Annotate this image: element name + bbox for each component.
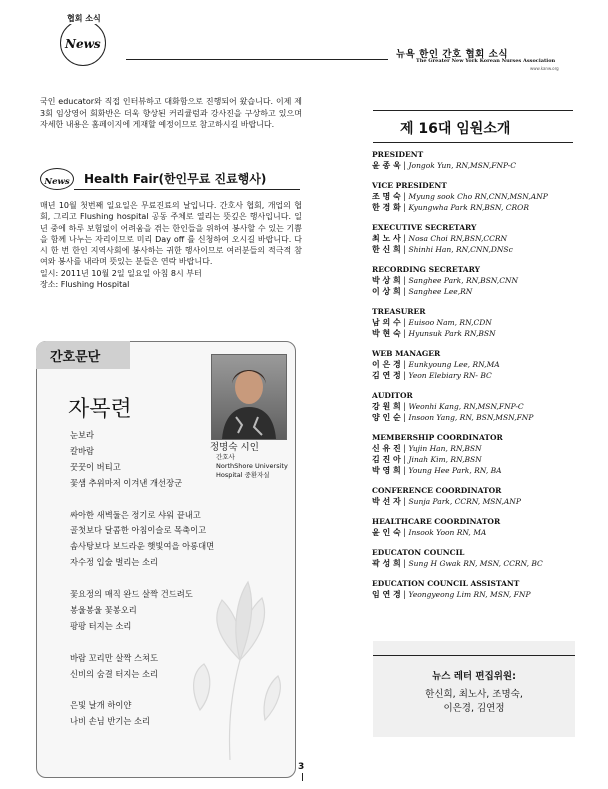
officer-name: 박 선 자: [372, 497, 401, 506]
editors-title: 뉴스 레터 편집위원:: [432, 671, 516, 682]
officer-credentials: Insook Yoon RN, MA: [408, 528, 487, 537]
officer-separator: |: [400, 371, 409, 380]
poem-line: 꽃요정의 매직 완드 살짝 건드려도: [70, 589, 193, 600]
poem-stanza-break: [70, 635, 250, 651]
officer-role: WEB MANAGER: [372, 349, 441, 358]
officer-row: [372, 202, 592, 213]
officer-name: 박 현 숙: [372, 329, 401, 338]
poem-line: 싸아한 새벽둘은 정기로 샤워 끝내고: [70, 509, 201, 520]
poem-line: 칼바람: [70, 445, 95, 456]
officer-credentials: Weonhi Kang, RN,MSN,FNP-C: [408, 402, 524, 411]
officer-row: [372, 443, 592, 454]
health-fair-place: 장소: Flushing Hospital: [40, 280, 130, 290]
officer-group: [372, 486, 592, 507]
poem-line: 꿋꿋이 버티고: [70, 461, 121, 472]
officer-credentials: Nosa Choi RN,BSN,CCRN: [408, 234, 508, 243]
poem-line: 은빛 날개 하이얀: [70, 700, 132, 711]
poem-title: 자목련: [68, 397, 132, 422]
officer-separator: |: [400, 287, 409, 296]
officer-separator: |: [400, 234, 409, 243]
officer-row: [372, 233, 592, 244]
officer-row: [372, 412, 592, 423]
newsletter-url: www.kanw.org: [530, 66, 559, 71]
officer-row: [372, 244, 592, 255]
editors-names: [396, 688, 552, 716]
poet-org-line1: NorthShore University: [216, 462, 288, 470]
officer-credentials: Hyunsuk Park RN,BSN: [408, 329, 496, 338]
officer-group: [372, 265, 592, 297]
health-fair-title: Health Fair(한인무료 진료행사): [84, 172, 267, 186]
officer-group: [372, 349, 592, 381]
officer-separator: |: [400, 444, 409, 453]
poem-body: [70, 428, 250, 730]
officer-role: PRESIDENT: [372, 150, 424, 159]
officer-role: AUDITOR: [372, 391, 413, 400]
editors-rule: [373, 655, 575, 656]
health-fair-date: 일시: 2011년 10월 2일 일요일 아침 8시 부터: [40, 268, 202, 278]
officer-name: 임 연 경: [372, 590, 401, 599]
officer-row: [372, 328, 592, 339]
officer-role: TREASURER: [372, 307, 426, 316]
officer-credentials: Jinah Kim, RN,BSN: [408, 455, 482, 464]
officers-list: [372, 150, 592, 610]
poem-line: 눈보라: [70, 430, 95, 440]
poem-section-label: 간호문단: [50, 350, 101, 365]
officer-separator: |: [400, 245, 409, 254]
poet-photo-image: [212, 355, 286, 439]
officer-separator: |: [400, 203, 409, 212]
officer-group: [372, 517, 592, 538]
officer-name: 이 상 희: [372, 287, 401, 296]
officer-group: [372, 433, 592, 476]
officer-role: EDUCATION COUNCIL ASSISTANT: [372, 579, 520, 588]
officer-row: [372, 496, 592, 507]
newsletter-title: 뉴욕 한인 간호 협회 소식: [396, 49, 508, 60]
officer-separator: |: [400, 161, 409, 170]
officer-name: 강 원 희: [372, 402, 401, 411]
officer-name: 신 유 진: [372, 444, 401, 453]
officer-credentials: Euisoo Nam, RN,CDN: [408, 318, 492, 327]
officer-separator: |: [400, 559, 409, 568]
officer-separator: |: [400, 360, 409, 369]
officers-title: 제 16대 임원소개: [400, 121, 511, 137]
officers-top-rule: [373, 110, 573, 111]
officer-credentials: Myung sook Cho RN,CNN,MSN,ANP: [408, 192, 548, 201]
intro-paragraph: 국인 educator와 직접 인터뷰하고 대화함으로 진행되어 왔습니다. 이제 제3회 임상영어 회화반은 더욱 향상된 커리큘럼과 강사진을 구상하고 있으며 자세한 내용은 홈페이지에 게재할 예정이므로 참고하시길 바랍니다.: [40, 97, 302, 129]
officer-credentials: Sunja Park, CCRN, MSN,ANP: [408, 497, 521, 506]
officer-name: 남 의 수: [372, 318, 401, 327]
editors-line2: 이은경, 김연정: [443, 703, 505, 714]
officer-name: 최 노 사: [372, 234, 401, 243]
officer-row: [372, 465, 592, 476]
poet-org-line2: Hospital 중환자실: [216, 471, 270, 479]
officer-separator: |: [400, 276, 409, 285]
officer-name: 조 명 숙: [372, 192, 401, 201]
poem-stanza-break: [70, 571, 250, 587]
poet-name: 정명숙 시인: [210, 442, 259, 453]
poem-stanza-break: [70, 682, 250, 698]
officer-credentials: Kyungwha Park RN,BSN, CROR: [408, 203, 529, 212]
officer-row: [372, 359, 592, 370]
officer-group: [372, 391, 592, 423]
officer-credentials: Sung H Gwak RN, MSN, CCRN, BC: [408, 559, 543, 568]
poem-line: 꽃샘 추위마저 이겨낸 개선장군: [70, 477, 183, 488]
officer-credentials: Eunkyoung Lee, RN,MA: [408, 360, 500, 369]
officer-row: [372, 370, 592, 381]
officer-group: [372, 150, 592, 171]
officer-separator: |: [400, 318, 409, 327]
officer-separator: |: [400, 590, 409, 599]
officer-name: 이 은 경: [372, 360, 401, 369]
officer-credentials: Shinhi Han, RN,CNN,DNSc: [408, 245, 513, 254]
officer-row: [372, 454, 592, 465]
officer-group: [372, 223, 592, 255]
officer-role: EDUCATON COUNCIL: [372, 548, 465, 557]
officer-name: 한 경 화: [372, 203, 401, 212]
officers-bottom-rule: [373, 142, 573, 143]
officer-credentials: Sanghee Park, RN,BSN,CNN: [408, 276, 519, 285]
poem-line: 바람 꼬리만 살짝 스쳐도: [70, 652, 159, 663]
officer-row: [372, 286, 592, 297]
officer-role: VICE PRESIDENT: [372, 181, 447, 190]
logo-badge-label: 협회 소식: [64, 13, 104, 24]
page-number: 3: [298, 762, 305, 772]
officer-separator: |: [400, 497, 409, 506]
officer-name: 김 진 아: [372, 455, 401, 464]
newsletter-subtitle: The Greater New York Korean Nurses Association: [416, 58, 556, 64]
poem-line: 신비의 숨결 터지는 소리: [70, 668, 159, 679]
officer-role: HEALTHCARE COORDINATOR: [372, 517, 501, 526]
officer-role: MEMBERSHIP COORDINATOR: [372, 433, 503, 442]
officer-row: [372, 191, 592, 202]
officer-name: 박 상 희: [372, 276, 401, 285]
officer-name: 박 영 희: [372, 466, 401, 475]
officer-credentials: Yeongyeong Lim RN, MSN, FNP: [408, 590, 531, 599]
health-fair-rule: [74, 189, 300, 190]
officer-group: [372, 548, 592, 569]
officer-role: CONFERENCE COORDINATOR: [372, 486, 502, 495]
officer-group: [372, 579, 592, 600]
officer-row: [372, 558, 592, 569]
officer-credentials: Yeon Elebiary RN- BC: [408, 371, 492, 380]
poet-role: 간호사: [216, 453, 235, 461]
officer-name: 윤 인 숙: [372, 528, 401, 537]
officer-group: [372, 307, 592, 339]
poem-stanza-break: [70, 492, 250, 508]
poem-line: 봉울봉울 꽃봉오리: [70, 604, 137, 615]
officer-row: [372, 275, 592, 286]
officer-separator: |: [400, 329, 409, 338]
poem-line: 골첫보다 달콤한 아침이슬로 목축이고: [70, 525, 207, 536]
officer-credentials: Insoon Yang, RN, BSN,MSN,FNP: [408, 413, 534, 422]
page-number-tick: [302, 773, 303, 781]
editors-line1: 한신희, 최노사, 조명숙,: [425, 689, 523, 700]
officer-name: 윤 종 욱: [372, 161, 401, 170]
officer-row: [372, 401, 592, 412]
officer-row: [372, 160, 592, 171]
officer-separator: |: [400, 528, 409, 537]
poem-line: 팡팡 터지는 소리: [70, 620, 132, 631]
poem-line: 자수정 입술 벌리는 소리: [70, 557, 159, 568]
health-fair-text: 매년 10월 첫번째 일요일은 무료진료의 날입니다. 간호사 협회, 개업의 협회, 그리고 Flushing hospital 공동 주체로 열리는 뜻깊은 행사입니다. 일년 중에 하루 보험없이 어려움을 겪는 한인들을 위하여 봉사할 수 있는 기쁨을 함께 나누는 자리이므로 미리 Day off 를 신청하여 오시길 바랍니다. 다시 한 번 한인 지역사회에 봉사하는 귀한 행사이므로 여러분들의 적극적 참여와 봉사를 내라며 뜻있는 분들은 연락 바랍니다.: [40, 201, 302, 267]
officer-credentials: Young Hee Park, RN, BA: [408, 466, 502, 475]
logo-text: News: [65, 37, 101, 51]
officer-role: EXECUTIVE SECRETARY: [372, 223, 477, 232]
officer-role: RECORDING SECRETARY: [372, 265, 480, 274]
officer-name: 한 신 희: [372, 245, 401, 254]
officer-row: [372, 317, 592, 328]
officer-row: [372, 527, 592, 538]
health-fair-body: [40, 200, 302, 290]
officer-credentials: Sanghee Lee,RN: [408, 287, 473, 296]
officer-name: 양 인 순: [372, 413, 401, 422]
news-badge-label: News: [44, 177, 70, 187]
header-rule: [126, 59, 388, 60]
news-badge: [40, 168, 74, 190]
officer-group: [372, 181, 592, 213]
officer-name: 김 연 정: [372, 371, 401, 380]
poem-line: 나비 손님 반기는 소리: [70, 716, 151, 727]
officer-credentials: Yujin Han, RN,BSN: [408, 444, 482, 453]
officer-separator: |: [400, 455, 409, 464]
officer-separator: |: [400, 413, 409, 422]
poem-line: 솜사탕보다 보드라운 햇빛여을 아롱대면: [70, 541, 215, 552]
officer-separator: |: [400, 402, 409, 411]
officer-separator: |: [400, 192, 409, 201]
officer-credentials: Jongok Yun, RN,MSN,FNP-C: [408, 161, 516, 170]
officer-name: 곽 성 희: [372, 559, 401, 568]
officer-row: [372, 589, 592, 600]
officer-separator: |: [400, 466, 409, 475]
